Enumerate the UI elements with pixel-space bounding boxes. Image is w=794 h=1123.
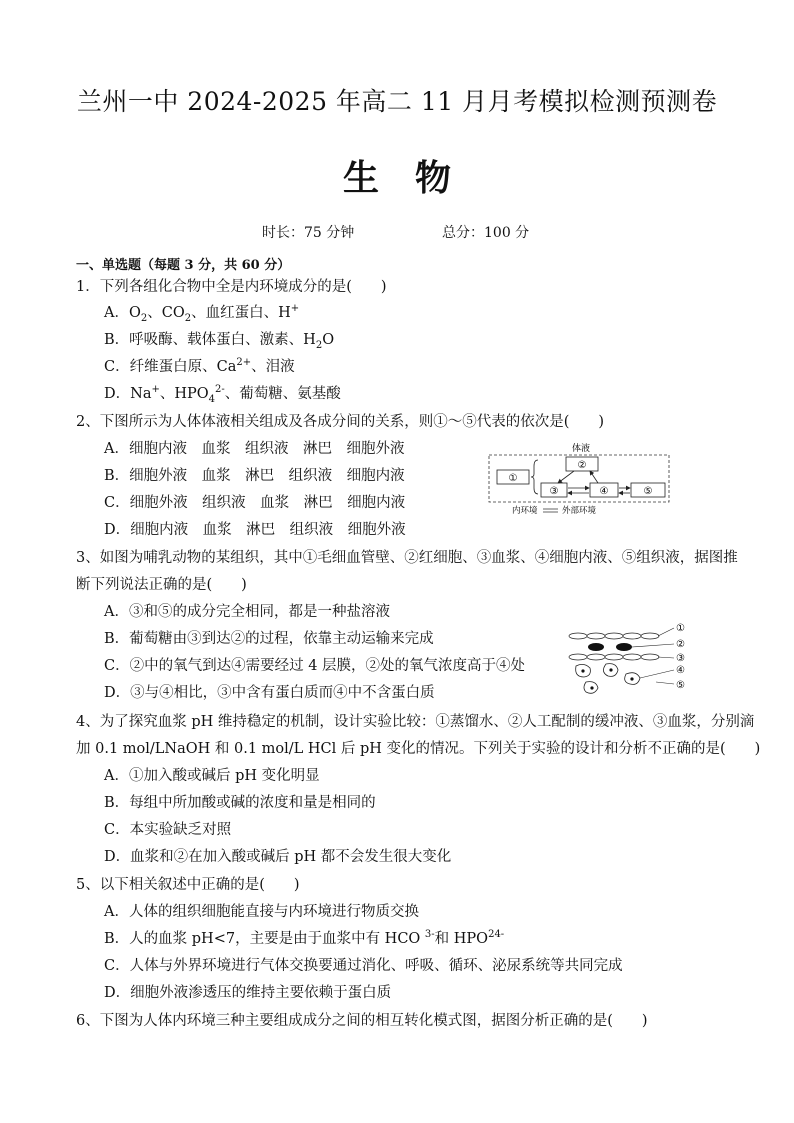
capillary-wall-bottom: [569, 654, 659, 660]
q4-option-d[interactable]: D．血浆和②在加入酸或碱后 pH 都不会发生很大变化: [104, 849, 452, 865]
diagram-label-internal-env: 内环境: [512, 506, 538, 516]
red-blood-cell: [588, 643, 604, 651]
tissue-cells: [576, 664, 640, 694]
diagram-label-body-fluid: 体液: [571, 444, 591, 454]
q4-option-b[interactable]: B．每组中所加酸或碱的浓度和量是相同的: [104, 795, 376, 811]
question-2-stem: 2、下图所示为人体体液相关组成及各成分间的关系，则①～⑤代表的依次是( ): [76, 414, 605, 430]
q1-option-c[interactable]: C．纤维蛋白原、$Ca^{2+}$、泪液: [104, 357, 295, 375]
q5-option-a[interactable]: A．人体的组织细胞能直接与内环境进行物质交换: [104, 904, 419, 920]
question-4-stem-line1: 4、为了探究血浆 pH 维持稳定的机制，设计实验比较：①蒸馏水、②人工配制的缓冲液、③血浆，分别滴: [76, 714, 755, 730]
total-score-label: 总分：100 分: [442, 225, 530, 241]
exam-title: 兰州一中 2024-2025 年高二 11 月月考模拟检测预测卷: [76, 87, 718, 116]
question-3-stem-line2: 断下列说法正确的是( ): [76, 577, 247, 593]
diagram-box-5-label: ⑤: [643, 486, 653, 497]
q3-option-b[interactable]: B．葡萄糖由③到达②的过程，依靠主动运输来完成: [104, 631, 434, 647]
q3-option-c[interactable]: C．②中的氧气到达④需要经过 4 层膜，②处的氧气浓度高于④处: [104, 658, 526, 674]
q5-option-d[interactable]: D．细胞外液渗透压的维持主要依赖于蛋白质: [104, 985, 392, 1001]
q2-option-a[interactable]: A．细胞内液 血浆 组织液 淋巴 细胞外液: [104, 441, 405, 457]
question-3-stem-line1: 3、如图为哺乳动物的某组织，其中①毛细血管壁、②红细胞、③血浆、④细胞内液、⑤组织液，据图推: [76, 550, 738, 566]
q3-option-d[interactable]: D．③与④相比，③中含有蛋白质而④中不含蛋白质: [104, 685, 435, 701]
q4-option-a[interactable]: A．①加入酸或碱后 pH 变化明显: [104, 768, 320, 784]
subject-char-2: 物: [415, 158, 452, 199]
diagram-box-1-label: ①: [508, 473, 518, 484]
section-title: 一、单选题（每题 3 分，共 60 分）: [76, 258, 291, 273]
question-5-stem: 5、以下相关叙述中正确的是( ): [76, 877, 300, 893]
duration-label: 时长：75 分钟: [262, 225, 355, 241]
subject-char-1: 生: [342, 158, 379, 199]
q5-option-b[interactable]: B．人的血浆 pH<7，主要是由于血浆中有 HCO $^{3-}$和 $HPO^{24-}$: [104, 929, 505, 947]
tissue-diagram: [566, 620, 696, 700]
question-4-stem-line2: 加 0.1 mol/LNaOH 和 0.1 mol/L HCl 后 pH 变化的情况。下列关于实验的设计和分析不正确的是( ): [76, 741, 761, 757]
diagram-box-2-label: ②: [577, 460, 587, 471]
tissue-label-5: ⑤: [676, 680, 685, 691]
q3-option-a[interactable]: A．③和⑤的成分完全相同，都是一种盐溶液: [104, 604, 390, 620]
diagram-arrow-4-2: [590, 471, 598, 483]
tissue-label-3: ③: [676, 653, 685, 664]
question-6-stem: 6、下图为人体内环境三种主要组成成分之间的相互转化模式图，据图分析正确的是( ): [76, 1013, 648, 1029]
capillary-wall-top: [569, 633, 659, 639]
q1-option-a[interactable]: A．$O_2$、$CO_2$、血红蛋白、H+: [104, 303, 300, 324]
diagram-label-external-env: 外部环境: [562, 506, 597, 516]
q2-option-d[interactable]: D．细胞内液 血浆 淋巴 组织液 细胞外液: [104, 522, 406, 538]
tissue-label-2: ②: [676, 639, 685, 650]
question-1-stem: 1．下列各组化合物中全是内环境成分的是( ): [76, 279, 387, 295]
q2-option-b[interactable]: B．细胞外液 血浆 淋巴 组织液 细胞内液: [104, 468, 405, 484]
q5-option-c[interactable]: C．人体与外界环境进行气体交换要通过消化、呼吸、循环、泌尿系统等共同完成: [104, 958, 623, 974]
diagram-box-3-label: ③: [549, 486, 559, 497]
body-fluid-diagram: [486, 440, 672, 518]
subject-title: [0, 150, 794, 201]
q1-option-d[interactable]: D．Na+、$HPO_4^{2-}$、葡萄糖、氨基酸: [104, 384, 341, 405]
diagram-brace: [531, 460, 538, 494]
red-blood-cell: [616, 643, 632, 651]
diagram-arrow-2-3: [558, 471, 574, 483]
tissue-label-1: ①: [676, 623, 685, 634]
q4-option-c[interactable]: C．本实验缺乏对照: [104, 822, 232, 838]
tissue-label-4: ④: [676, 665, 685, 676]
diagram-box-4-label: ④: [599, 486, 609, 497]
q1-option-b[interactable]: B．呼吸酶、载体蛋白、激素、$H_2O$: [104, 332, 335, 351]
q2-option-c[interactable]: C．细胞外液 组织液 血浆 淋巴 细胞内液: [104, 495, 406, 511]
